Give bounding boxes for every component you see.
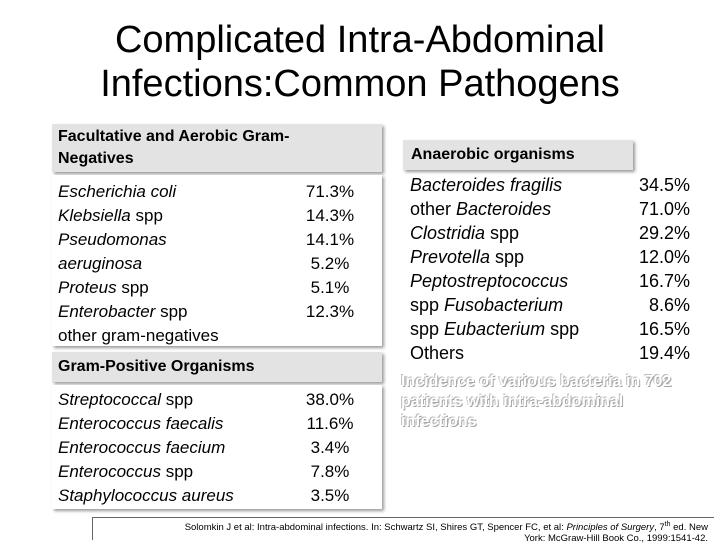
gram-positive-header-text: Gram-Positive Organisms xyxy=(58,358,255,375)
incidence-value: 5.1% xyxy=(310,278,350,297)
incidence-value: 71.3% xyxy=(305,182,355,201)
incidence-value: 14.1% xyxy=(305,230,355,249)
pathogen-name: other Bacteroides xyxy=(410,199,552,219)
incidence-value: 71.0% xyxy=(638,199,690,219)
gram-negative-values xyxy=(290,180,370,324)
anaerobic-header-text: Anaerobic organisms xyxy=(411,146,575,163)
incidence-value: 16.7% xyxy=(638,271,690,291)
pathogen-name: Enterococcus faecium xyxy=(58,438,226,457)
gram-negative-list xyxy=(58,180,219,348)
incidence-value: 12.3% xyxy=(305,302,355,321)
pathogen-name: spp Eubacterium spp xyxy=(410,319,580,339)
incidence-value: 29.2% xyxy=(638,223,690,243)
pathogen-name: Escherichia coli xyxy=(58,182,177,201)
incidence-value: 3.4% xyxy=(310,438,350,457)
gram-negative-header-line-1: Facultative and Aerobic Gram- xyxy=(58,128,290,145)
incidence-value: 14.3% xyxy=(305,206,355,225)
anaerobic-values xyxy=(600,173,690,365)
incidence-value: 16.5% xyxy=(638,319,690,339)
anaerobic-list xyxy=(410,173,579,365)
anaerobic-header xyxy=(403,140,633,170)
pathogen-name: other gram-negatives xyxy=(58,326,219,345)
pathogen-name: spp Fusobacterium xyxy=(410,295,564,315)
incidence-value: 11.6% xyxy=(306,414,354,433)
citation-footnote xyxy=(92,517,714,544)
incidence-value: 38.0% xyxy=(305,390,355,409)
pathogen-name: Enterococcus spp xyxy=(58,462,194,481)
incidence-value: 7.8% xyxy=(310,462,350,481)
pathogen-name: Pseudomonas xyxy=(58,230,167,249)
pathogen-name: Others xyxy=(410,343,465,363)
gram-negative-header-line-2: Negatives xyxy=(58,150,134,167)
pathogen-name: Clostridia spp xyxy=(410,223,520,243)
pathogen-name: Prevotella spp xyxy=(410,247,525,267)
pathogen-name: Streptococcal spp xyxy=(58,390,194,409)
incidence-value: 5.2% xyxy=(310,254,350,273)
incidence-value: 3.5% xyxy=(310,486,350,505)
slide-title xyxy=(0,18,720,106)
gram-positive-header xyxy=(52,352,382,382)
pathogen-name: Klebsiella spp xyxy=(58,206,163,225)
pathogen-name: Enterococcus faecalis xyxy=(58,414,224,433)
citation-line-2: York: McGraw-Hill Book Co., 1999:1541-42. xyxy=(524,533,708,544)
title-line-1: Complicated Intra-Abdominal xyxy=(114,19,605,61)
incidence-value: 34.5% xyxy=(638,175,690,195)
gram-positive-values xyxy=(290,388,370,508)
pathogen-name: Enterobacter spp xyxy=(58,302,188,321)
pathogen-name: Bacteroides fragilis xyxy=(410,175,563,195)
incidence-note: Incidence of various bacteria in 702 patients with intra-abdominal infections xyxy=(401,373,672,430)
pathogen-name: aeruginosa xyxy=(58,254,143,273)
citation-line-1: Solomkin J et al: Intra-abdominal infections. In: Schwartz SI, Shires GT, Spencer FC, et al: Principles of Surgery, 7th ed. New xyxy=(184,521,708,534)
gram-positive-list xyxy=(58,388,234,508)
incidence-value: 19.4% xyxy=(638,343,690,363)
pathogen-name: Staphylococcus aureus xyxy=(58,486,234,505)
pathogen-name: Peptostreptococcus xyxy=(410,271,569,291)
title-line-2: Infections:Common Pathogens xyxy=(100,63,620,105)
incidence-value: 8.6% xyxy=(648,295,690,315)
pathogen-name: Proteus spp xyxy=(58,278,149,297)
incidence-value: 12.0% xyxy=(638,247,690,267)
gram-negative-header xyxy=(52,124,382,172)
